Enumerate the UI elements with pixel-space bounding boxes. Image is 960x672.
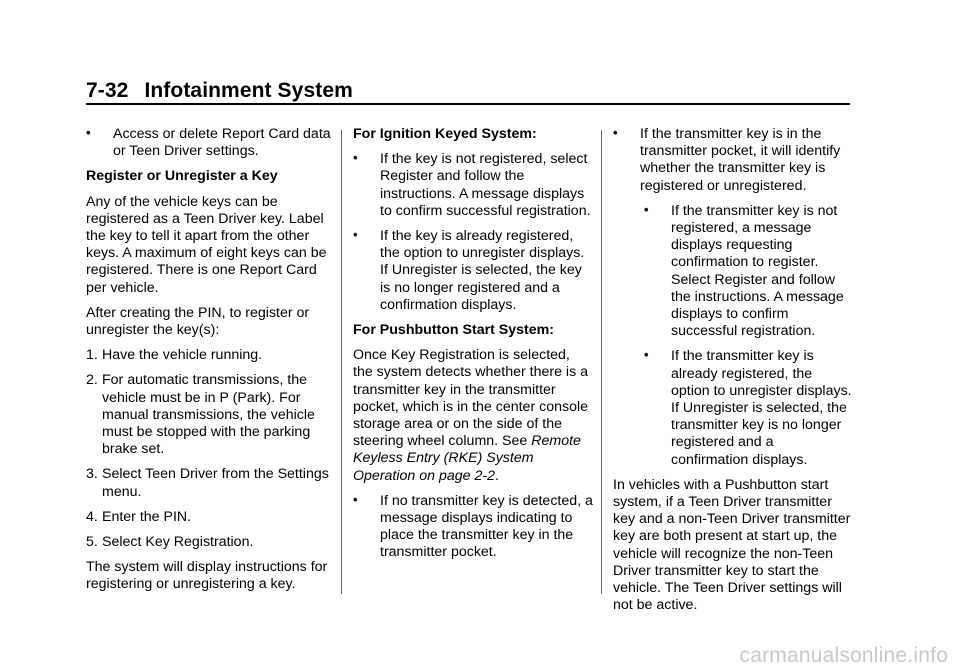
bullet-text: Access or delete Report Card data or Teen Driver settings. (113, 126, 331, 160)
step-number: 2. (86, 372, 98, 389)
bullet-text: If the key is already registered, the option to unregister displays. If Unregister is selected, the key is no longer registered and a confirmation displays. (380, 228, 585, 313)
bullet-icon: • (353, 491, 358, 507)
sub-bullet-item (613, 203, 853, 341)
page-title (86, 79, 353, 103)
bullet-text: If no transmitter key is detected, a message displays indicating to place the transmitter key in the transmitter pocket. (380, 492, 593, 561)
step-text: Have the vehicle running. (102, 347, 263, 364)
bullet-text: If the key is not registered, select Register and follow the instructions. A message displays to confirm successful registration. (380, 151, 591, 219)
step-item (86, 466, 332, 500)
step-number: 5. (86, 534, 98, 551)
paragraph (353, 347, 593, 485)
step-text: Select Teen Driver from the Settings menu. (102, 466, 329, 500)
cross-reference-link[interactable]: Remote Keyless Entry (RKE) System Operation on page 2-2 (353, 433, 581, 484)
bullet-icon: • (353, 150, 358, 166)
bullet-text: If the transmitter key is not registered, a message displays requesting confirmation to register. Select Register and follow the instructions. A message displays to confirm successful registration. (671, 202, 844, 340)
bullet-item (353, 151, 593, 220)
page-footer (0, 642, 960, 672)
step-text: For automatic transmissions, the vehicle must be in P (Park). For manual transmissions, the vehicle must be stopped with the parking brake set. (102, 372, 315, 458)
bullet-icon: • (353, 227, 358, 243)
bullet-item (353, 228, 593, 314)
sub-bullet-item (613, 348, 853, 468)
column-divider-1 (341, 130, 342, 594)
section-heading: Register or Unregister a Key (86, 168, 278, 185)
paragraph: In vehicles with a Pushbutton start system, if a Teen Driver transmitter key and a non-Teen Driver transmitter key are both present at start up, the vehicle will recognize the non-Teen Driver transmitter key to start the vehicle. The Teen Driver settings will not be active. (613, 476, 851, 614)
paragraph: After creating the PIN, to register or unregister the key(s): (86, 304, 310, 339)
step-number: 1. (86, 347, 98, 364)
step-text: Select Key Registration. (102, 534, 254, 551)
bullet-item (86, 126, 332, 160)
bullet-icon: • (644, 201, 649, 217)
bullet-item (353, 493, 593, 562)
step-text: Enter the PIN. (102, 508, 192, 525)
bullet-item (613, 126, 853, 195)
section-heading: For Pushbutton Start System: (353, 322, 555, 339)
watermark: carmanualsonline.info (739, 644, 948, 667)
column-2 (353, 126, 593, 570)
bullet-icon: • (613, 125, 618, 140)
paragraph-end: . (494, 467, 499, 484)
step-number: 3. (86, 466, 98, 483)
header-rule (86, 103, 850, 105)
step-item (86, 372, 332, 458)
column-divider-2 (601, 130, 602, 594)
step-item (86, 347, 332, 364)
column-1 (86, 126, 332, 602)
bullet-text: If the transmitter key is in the transmitter pocket, it will identify whether the transmitter key is registered or unregistered. (640, 126, 841, 194)
paragraph: Any of the vehicle keys can be registered as a Teen Driver key. Label the key to tell it apart from the other keys. A maximum of eight keys can be registered. There is one Report Card per vehicle. (86, 193, 327, 296)
section-heading: For Ignition Keyed System: (353, 126, 537, 142)
paragraph: The system will display instructions for registering or unregistering a key. (86, 559, 328, 593)
page-number: 7-32 (86, 79, 129, 102)
bullet-text: If the transmitter key is already registered, the option to unregister displays. If Unregister is selected, the transmitter key is no longer registered and a confirmation displays. (671, 348, 852, 468)
column-3 (613, 126, 853, 622)
bullet-icon: • (86, 125, 91, 140)
paragraph-text: Once Key Registration is selected, the system detects whether there is a transmitter key in the transmitter pocket, which is in the center console storage area or on the side of the steering wheel column. See (353, 347, 589, 450)
step-item (86, 509, 332, 526)
step-number: 4. (86, 508, 98, 525)
step-item (86, 534, 332, 551)
section-title: Infotainment System (144, 79, 353, 102)
bullet-icon: • (644, 347, 649, 363)
